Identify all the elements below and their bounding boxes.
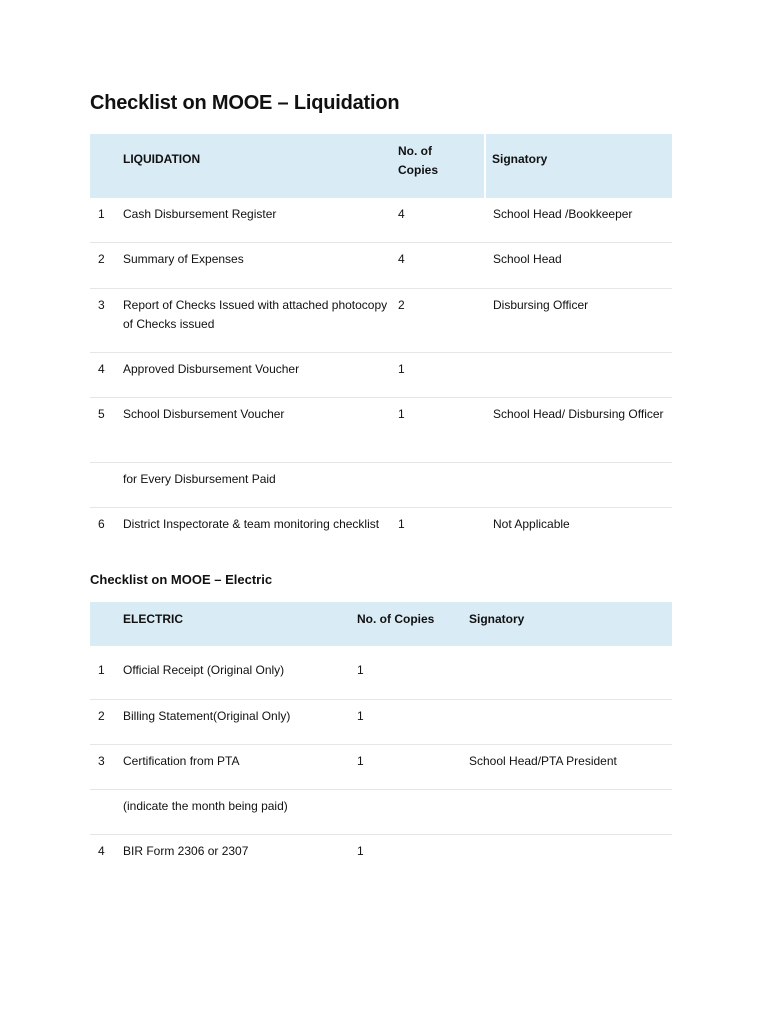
liquidation-table	[90, 134, 672, 555]
row-number: 4	[98, 843, 105, 858]
row-signatory	[469, 789, 672, 834]
row-item: (indicate the month being paid)	[123, 798, 288, 813]
header-item: LIQUIDATION	[123, 152, 201, 166]
liquidation-header-row	[90, 134, 672, 198]
header-copies-line2: Copies	[398, 163, 439, 177]
electric-header-row	[90, 602, 672, 646]
row-copies: 1	[398, 361, 405, 376]
row-item: Official Receipt (Original Only)	[123, 663, 285, 677]
row-item: for Every Disbursement Paid	[123, 471, 276, 486]
header-signatory: Signatory	[469, 612, 525, 626]
row-item: BIR Form 2306 or 2307	[123, 843, 249, 858]
table-row	[90, 462, 672, 507]
table-row	[90, 507, 672, 555]
header-copies-line1: No. of	[398, 144, 432, 158]
row-signatory	[485, 352, 672, 397]
row-signatory: School Head/ Disbursing Officer	[493, 406, 664, 421]
table-row	[90, 242, 672, 288]
row-signatory: Disbursing Officer	[493, 297, 589, 312]
row-signatory	[469, 834, 672, 879]
row-copies: 1	[357, 753, 364, 768]
page-title: Checklist on MOOE – Liquidation	[90, 92, 400, 114]
row-signatory: Not Applicable	[493, 516, 570, 531]
header-item: ELECTRIC	[123, 612, 183, 626]
header-gap	[90, 646, 672, 654]
table-row	[90, 288, 672, 352]
header-copies: No. of Copies	[357, 612, 435, 626]
row-copies: 1	[357, 843, 364, 858]
row-item: Approved Disbursement Voucher	[123, 361, 300, 376]
row-signatory	[485, 462, 672, 507]
row-number: 3	[98, 753, 105, 768]
row-number: 6	[98, 516, 105, 531]
row-copies: 4	[398, 251, 405, 266]
row-copies: 1	[357, 708, 364, 723]
electric-table	[90, 602, 672, 879]
section-title: Checklist on MOOE – Electric	[90, 572, 273, 587]
header-number	[90, 134, 123, 198]
row-number	[90, 462, 123, 507]
table-row	[90, 654, 672, 699]
row-signatory: School Head	[493, 251, 562, 266]
row-item: School Disbursement Voucher	[123, 406, 285, 421]
header-number	[90, 602, 123, 646]
table-row	[90, 834, 672, 879]
row-copies	[357, 789, 469, 834]
row-item: District Inspectorate & team monitoring checklist	[123, 516, 380, 531]
row-item: Summary of Expenses	[123, 251, 244, 266]
row-number: 1	[98, 207, 105, 221]
row-copies: 4	[398, 207, 405, 221]
row-number: 5	[98, 406, 105, 421]
row-copies: 1	[357, 663, 364, 677]
header-copies	[398, 134, 485, 198]
row-signatory: School Head/PTA President	[469, 753, 617, 768]
row-item: Cash Disbursement Register	[123, 207, 277, 221]
row-number: 2	[98, 251, 105, 266]
table-row	[90, 397, 672, 462]
row-number: 2	[98, 708, 105, 723]
row-item: Report of Checks Issued with attached photocopy of Checks issued	[123, 297, 388, 331]
row-number: 1	[98, 663, 105, 677]
table-row	[90, 198, 672, 242]
row-item: Billing Statement(Original Only)	[123, 708, 291, 723]
row-signatory	[469, 699, 672, 744]
table-row	[90, 789, 672, 834]
table-row	[90, 744, 672, 789]
table-row	[90, 699, 672, 744]
row-copies: 1	[398, 516, 405, 531]
row-copies: 2	[398, 297, 405, 312]
row-number: 3	[98, 297, 105, 312]
row-signatory	[469, 654, 672, 699]
header-signatory: Signatory	[485, 134, 672, 198]
row-item: Certification from PTA	[123, 753, 240, 768]
row-copies: 1	[398, 406, 405, 421]
row-signatory: School Head /Bookkeeper	[493, 207, 633, 221]
row-copies	[398, 462, 485, 507]
row-number	[90, 789, 123, 834]
table-row	[90, 352, 672, 397]
row-number: 4	[98, 361, 105, 376]
